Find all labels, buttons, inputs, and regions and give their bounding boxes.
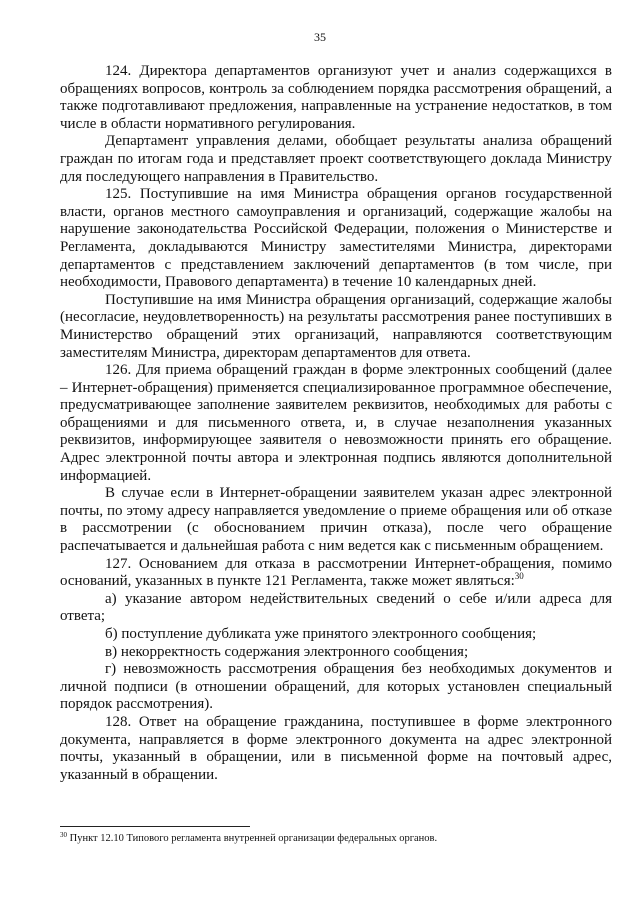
list-item-text: а) указание автором недействительных сведений о себе и/или адреса для ответа; (60, 590, 612, 625)
footnote-marker: 30 (60, 831, 67, 839)
paragraph-text: 124. Директора департаментов организуют учет и анализ содержащихся в обращениях вопросов, контроль за соблюдением порядка рассмотрения обращений, а также подготавливают предложения, направленные на устранение недостатков, в том числе в области нормативного регулирования. (60, 63, 612, 132)
paragraph-125 (60, 186, 612, 292)
paragraph-124-continued (60, 133, 612, 186)
footnote-reference: 30 (514, 571, 524, 582)
paragraph-text: Департамент управления делами, обобщает результаты анализа обращений граждан по итогам года и представляет проект соответствующего доклада Министру для последующего направления в Правительство. (60, 133, 612, 185)
paragraph-127 (60, 556, 612, 591)
list-item-a (60, 591, 612, 626)
list-item-v (60, 644, 612, 662)
page-number: 35 (314, 30, 326, 44)
paragraph-text: Поступившие на имя Министра обращения организаций, содержащие жалобы (несогласие, неудовлетворенность) на результаты рассмотрения ранее поступивших в Министерство обращений этих организаций, направляются соответствующим заместителям Министра, директорам департаментов для ответа. (60, 291, 612, 361)
list-item-text: в) некорректность содержания электронного сообщения; (105, 643, 469, 660)
paragraph-124 (60, 63, 612, 133)
footnote-text: Пункт 12.10 Типового регламента внутренней организации федеральных органов. (69, 833, 438, 844)
list-item-text: б) поступление дубликата уже принятого электронного сообщения; (105, 626, 537, 642)
paragraph-text: В случае если в Интернет-обращении заявителем указан адрес электронной почты, по этому адресу направляется уведомление о приеме обращения или об отказе в рассмотрении (с обоснованием причин отказа), после чего обращение распечатывается и дальнейшая работа с ним ведется как с письменным обращением. (60, 485, 612, 555)
footnote-divider (60, 826, 250, 827)
paragraph-text: 128. Ответ на обращение гражданина, поступившее в форме электронного документа, направляется в форме электронного документа на адрес электронной почты, указанный в обращении, или в письменной форме на почтовый адрес, указанный в обращении. (60, 713, 612, 783)
paragraph-128 (60, 714, 612, 784)
paragraph-text: 125. Поступившие на имя Министра обращения органов государственной власти, органов местного самоуправления и организаций, содержащие жалобы на нарушение законодательства Российской Федерации, положения о Министерстве и Регламента, докладываются Министру заместителями Министра, директорами департаментов с представлением заключений департаментов (в том числе, при необходимости, Правового департамента) в течение 10 календарных дней. (60, 186, 612, 291)
list-item-b (60, 626, 612, 644)
document-body (60, 63, 612, 784)
paragraph-126 (60, 362, 612, 485)
paragraph-text: 126. Для приема обращений граждан в форме электронных сообщений (далее – Интернет-обращения) применяется специализированное программное обеспечение, предусматривающее заполнение заявителем реквизитов, необходимых для работы с обращениями и для письменного ответа, и, в случае незаполнения указанных реквизитов, информирующее заявителя о невозможности принять его обращение. Адрес электронной почты автора и электронная подпись являются дополнительной информацией. (60, 362, 612, 484)
list-item-g (60, 661, 612, 714)
paragraph-text: 127. Основанием для отказа в рассмотрении Интернет-обращения, помимо оснований, указанных в пункте 121 Регламента, также может являться: (60, 555, 612, 590)
footnote (60, 832, 612, 845)
paragraph-126-continued (60, 485, 612, 555)
paragraph-125-continued (60, 292, 612, 362)
list-item-text: г) невозможность рассмотрения обращения без необходимых документов и личной подписи (в отношении обращений, для которых установлен специальный порядок рассмотрения). (60, 661, 612, 713)
